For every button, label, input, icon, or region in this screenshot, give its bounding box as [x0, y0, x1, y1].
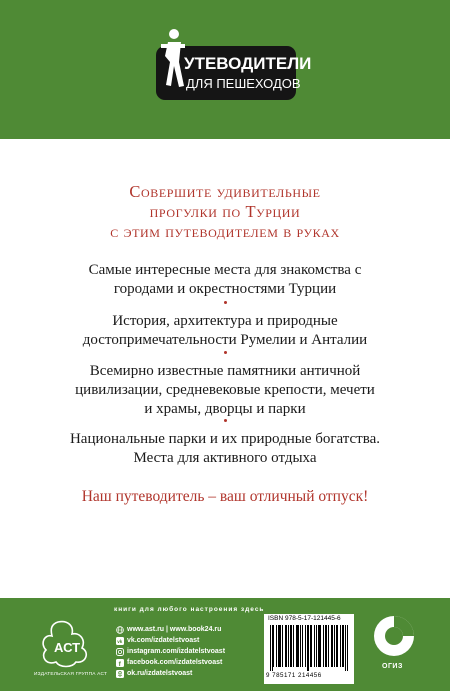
barcode-bar — [314, 625, 315, 667]
feature-item: Самые интересные места для знакомства с городами и окрестностями Турции — [88, 262, 362, 297]
barcode-bar — [291, 625, 292, 667]
ast-logo-icon — [38, 620, 92, 668]
barcode-bar — [273, 625, 274, 667]
barcode-bar — [337, 625, 338, 667]
link-instagram[interactable]: instagram.com/izdatelstvoast — [116, 646, 225, 657]
barcode-digits: 9 785171 214456 — [266, 672, 322, 679]
barcode-bar — [308, 625, 309, 671]
feature-item: История, архитектура и природные достопримечательности Румелии и Анталии — [82, 313, 368, 348]
facebook-icon — [116, 659, 124, 667]
globe-icon — [116, 626, 124, 634]
barcode-bar — [334, 625, 335, 667]
barcode-bar — [316, 625, 317, 667]
publisher-group-caption: ИЗДАТЕЛЬСКАЯ ГРУППА АСТ — [34, 672, 108, 677]
headline-line: с этим путеводителем в руках — [110, 222, 340, 241]
footer-tagline: книги для любого настроения здесь — [114, 606, 265, 613]
barcode-bar — [336, 625, 337, 667]
barcode-bar — [282, 625, 283, 667]
barcode-bar — [296, 625, 297, 667]
headline-line: прогулки по Турции — [149, 202, 301, 221]
barcode-bar — [298, 625, 299, 667]
feature-item: Национальные парки и их природные богатства. Места для активного отдыха — [69, 431, 381, 466]
barcode-bar — [319, 625, 320, 667]
headline-line: Совершите удивительные — [129, 182, 321, 201]
barcode-bar — [293, 625, 294, 667]
instagram-icon — [116, 648, 124, 656]
barcode-bar — [323, 625, 324, 667]
barcode-bar — [328, 625, 329, 667]
odnoklassniki-icon — [116, 670, 124, 678]
slogan: Наш путеводитель – ваш отличный отпуск! — [81, 488, 369, 505]
series-title: УТЕВОДИТЕЛИ — [184, 54, 312, 73]
barcode-bar — [310, 625, 311, 667]
barcode-bar — [272, 625, 273, 671]
barcode-bar — [318, 625, 319, 667]
barcode-bar — [326, 625, 327, 667]
barcode-bar — [307, 625, 308, 671]
vk-icon — [116, 637, 124, 645]
svg-text:АСТ: АСТ — [54, 640, 81, 655]
barcode-bar — [276, 625, 277, 667]
barcode-block — [264, 614, 354, 684]
barcode-bar — [302, 625, 303, 667]
svg-text:vk: vk — [117, 638, 123, 644]
barcode-bar — [278, 625, 279, 667]
barcode-bar — [280, 625, 281, 667]
link-vk[interactable]: vk vk.com/izdatelstvoast — [117, 637, 200, 644]
link-facebook[interactable]: f facebook.com/izdatelstvoast — [116, 657, 225, 668]
publisher-name: ОГИЗ — [382, 663, 403, 670]
barcode-bar — [325, 625, 326, 667]
barcode-bar — [311, 625, 312, 667]
svg-text:f: f — [118, 660, 121, 667]
barcode-bar — [297, 625, 298, 667]
barcode-bar — [279, 625, 280, 667]
walker-icon — [159, 26, 187, 98]
barcode-bar — [343, 625, 344, 667]
barcode-bar — [285, 625, 286, 667]
ogiz-logo-icon — [372, 614, 416, 658]
barcode-bar — [340, 625, 341, 667]
feature-item: Всемирно известные памятники античной цивилизации, средневековые крепости, мечети и храмы, дворцы и парки — [75, 363, 375, 417]
bullet-dot — [224, 419, 227, 422]
link-odnoklassniki[interactable]: ok.ru/izdatelstvoast — [116, 668, 225, 679]
barcode-bar — [270, 625, 271, 671]
isbn-text: ISBN 978-5-17-121445-6 — [268, 615, 341, 622]
footer-links — [116, 624, 225, 679]
barcode-bar — [300, 625, 301, 667]
barcode-bar — [286, 625, 287, 667]
barcode-bar — [320, 625, 321, 667]
barcode-bar — [305, 625, 306, 667]
barcode-bar — [332, 625, 333, 667]
link-website[interactable]: www.ast.ru | www.book24.ru — [116, 624, 225, 635]
headline — [0, 182, 450, 242]
barcode-bar — [290, 625, 291, 667]
barcode-bar — [342, 625, 343, 667]
barcode-bar — [345, 625, 346, 671]
barcode-bar — [288, 625, 289, 667]
barcode-bar — [331, 625, 332, 667]
bullet-dot — [224, 351, 227, 354]
barcode-bar — [347, 625, 348, 671]
bullet-dot — [224, 301, 227, 304]
series-subtitle: ДЛЯ ПЕШЕХОДОВ — [186, 76, 301, 91]
series-logo — [156, 46, 312, 100]
barcode — [270, 625, 348, 671]
